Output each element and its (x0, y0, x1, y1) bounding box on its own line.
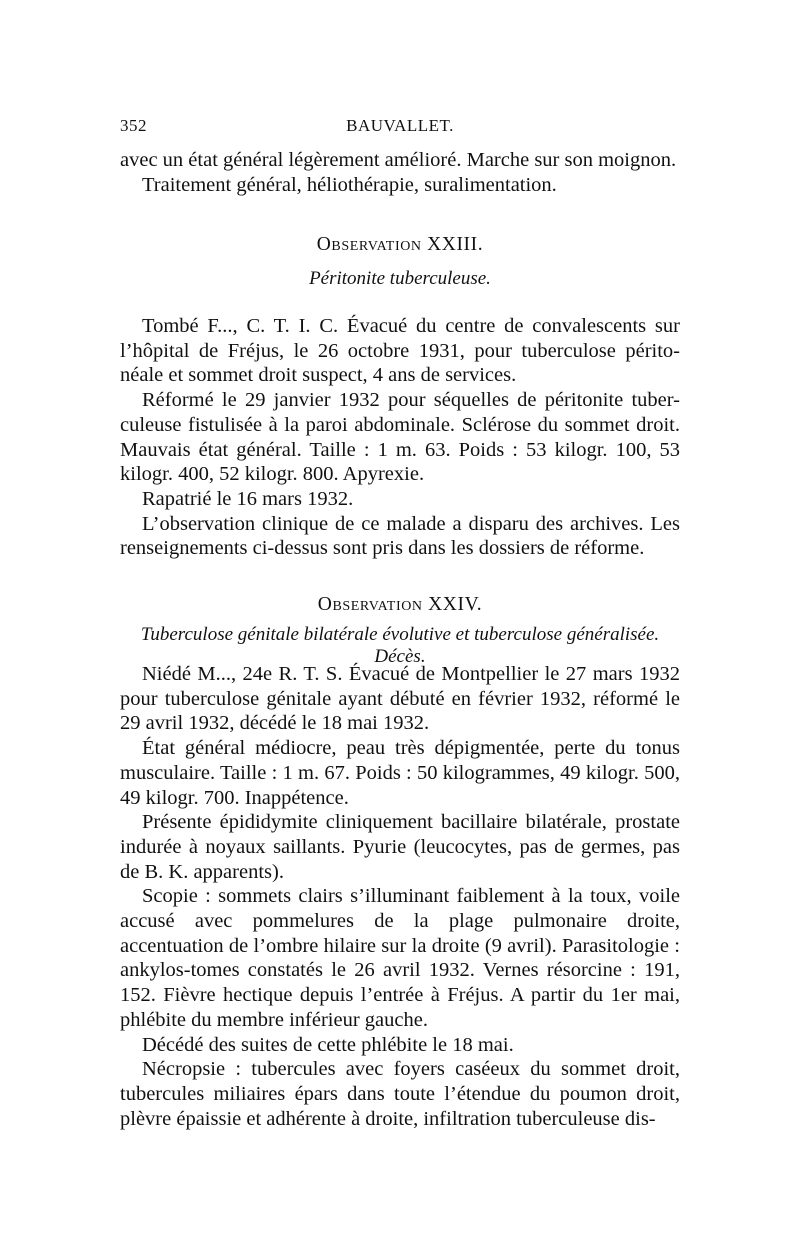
observation-23-heading: Observation XXIII. (316, 234, 484, 255)
observation-24-paragraph-5: Décédé des suites de cette phlébite le 18 mai. (142, 1033, 514, 1056)
observation-24-paragraph-6: Nécropsie : tubercules avec foyers caséeux du sommet droit, tubercules miliaires épars dans toute l’étendue du poumon droit, plèvre épaissie et adhérente à droite, infiltration tuberculeuse dis- (120, 1058, 680, 1130)
observation-24-paragraph-4: Scopie : sommets clairs s’illuminant faiblement à la toux, voile accusé avec pommelures de la plage pulmonaire droite, accentuation de l’ombre hilaire sur la droite (9 avril). Parasitologie : ankylos-tomes constatés le 26 avril 1932. Vernes résorcine : 191, 152. Fièvre hectique depuis l’entrée à Fréjus. A partir du 1er mai, phlébite du membre inférieur gauche. (120, 885, 680, 1031)
observation-24-paragraph-3: Présente épididymite cliniquement bacillaire bilatérale, prostate indurée à noyaux saillants. Pyurie (leucocytes, pas de germes, pas de B. K. apparents). (120, 811, 680, 883)
observation-24-paragraph-2: État général médiocre, peau très dépigmentée, perte du tonus musculaire. Taille : 1 m. 67. Poids : 50 kilogrammes, 49 kilogr. 500, 49 kilogr. 700. Inappétence. (120, 737, 680, 809)
observation-24-heading: Observation XXIV. (317, 594, 483, 615)
intro-block (120, 148, 680, 197)
page-number: 352 (120, 116, 147, 135)
intro-line-1: avec un état général légèrement amélioré. Marche sur son moignon. (120, 149, 677, 171)
observation-24-subtitle: Tuberculose génitale bilatérale évolutive et tuberculose généralisée. Décès. (140, 624, 660, 667)
observation-23-paragraph-1: Tombé F..., C. T. I. C. Évacué du centre de convalescents sur l’hôpital de Fréjus, le 26 octobre 1931, pour tuberculose périto-néale et sommet droit suspect, 4 ans de services. (120, 315, 680, 387)
observation-23-paragraph-2: Réformé le 29 janvier 1932 pour séquelles de péritonite tuber-culeuse fistulisée à la paroi abdominale. Sclérose du sommet droit. Mauvais état général. Taille : 1 m. 63. Poids : 53 kilogr. 100, 53 kilogr. 400, 52 kilogr. 800. Apyrexie. (120, 389, 680, 486)
running-head (120, 116, 680, 140)
observation-24-body (120, 662, 680, 1131)
running-title: BAUVALLET. (346, 116, 454, 135)
intro-line-2: Traitement général, héliothérapie, suralimentation. (142, 173, 557, 196)
observation-23-paragraph-3: Rapatrié le 16 mars 1932. (142, 487, 354, 510)
observation-23-subtitle: Péritonite tuberculeuse. (309, 268, 491, 289)
observation-23-paragraph-4: L’observation clinique de ce malade a disparu des archives. Les renseignements ci-dessus sont pris dans les dossiers de réforme. (120, 512, 680, 560)
observation-23-body (120, 314, 680, 561)
observation-24-paragraph-1: Niédé M..., 24e R. T. S. Évacué de Montpellier le 27 mars 1932 pour tuberculose génitale ayant débuté en février 1932, réformé le 29 avril 1932, décédé le 18 mai 1932. (120, 663, 680, 735)
